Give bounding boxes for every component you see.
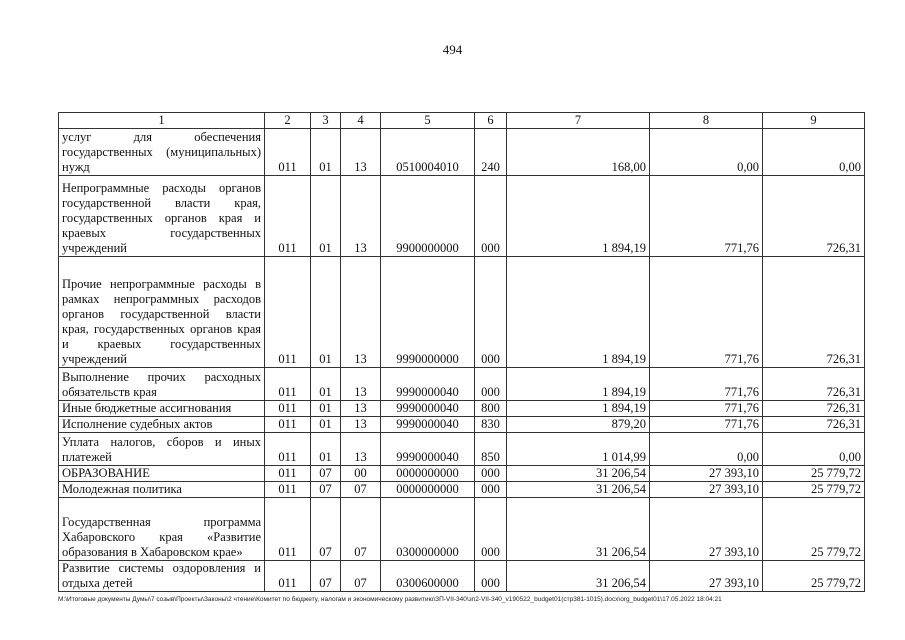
cell-amount-col8: 771,76 — [650, 368, 763, 401]
table-row — [59, 498, 865, 561]
cell-section: 01 — [311, 129, 341, 176]
column-header: 4 — [341, 113, 381, 129]
cell-amount-col7: 31 206,54 — [507, 482, 650, 498]
cell-amount-col8: 0,00 — [650, 129, 763, 176]
cell-amount-col8: 0,00 — [650, 433, 763, 466]
cell-section: 01 — [311, 257, 341, 368]
cell-amount-col7: 1 014,99 — [507, 433, 650, 466]
cell-ministry-code: 011 — [265, 368, 311, 401]
cell-subsection: 13 — [341, 417, 381, 433]
cell-section: 07 — [311, 561, 341, 592]
cell-amount-col7: 879,20 — [507, 417, 650, 433]
cell-subsection: 13 — [341, 129, 381, 176]
cell-target-article: 9990000040 — [381, 401, 475, 417]
cell-amount-col8: 27 393,10 — [650, 466, 763, 482]
cell-amount-col7: 31 206,54 — [507, 466, 650, 482]
cell-amount-col8: 27 393,10 — [650, 498, 763, 561]
cell-expense-type: 800 — [475, 401, 507, 417]
cell-amount-col9: 726,31 — [763, 368, 865, 401]
cell-amount-col7: 1 894,19 — [507, 176, 650, 257]
cell-amount-col9: 25 779,72 — [763, 561, 865, 592]
cell-target-article: 9990000040 — [381, 417, 475, 433]
cell-amount-col7: 1 894,19 — [507, 401, 650, 417]
cell-ministry-code: 011 — [265, 433, 311, 466]
cell-subsection: 13 — [341, 257, 381, 368]
row-name: ОБРАЗОВАНИЕ — [59, 466, 265, 482]
table-row — [59, 561, 865, 592]
table-row — [59, 368, 865, 401]
row-name: Исполнение судебных актов — [59, 417, 265, 433]
cell-amount-col9: 726,31 — [763, 417, 865, 433]
cell-ministry-code: 011 — [265, 498, 311, 561]
table-row — [59, 417, 865, 433]
cell-amount-col9: 726,31 — [763, 176, 865, 257]
cell-section: 01 — [311, 176, 341, 257]
cell-section: 01 — [311, 417, 341, 433]
cell-expense-type: 000 — [475, 498, 507, 561]
cell-amount-col7: 1 894,19 — [507, 368, 650, 401]
cell-ministry-code: 011 — [265, 561, 311, 592]
cell-amount-col9: 0,00 — [763, 433, 865, 466]
cell-subsection: 07 — [341, 561, 381, 592]
column-header: 5 — [381, 113, 475, 129]
cell-subsection: 13 — [341, 401, 381, 417]
cell-amount-col9: 25 779,72 — [763, 498, 865, 561]
cell-subsection: 07 — [341, 482, 381, 498]
cell-subsection: 00 — [341, 466, 381, 482]
column-header: 3 — [311, 113, 341, 129]
table-row — [59, 482, 865, 498]
cell-amount-col9: 25 779,72 — [763, 466, 865, 482]
cell-ministry-code: 011 — [265, 482, 311, 498]
page-number: 494 — [442, 42, 463, 57]
table-row — [59, 176, 865, 257]
table-header-row — [59, 113, 865, 129]
cell-amount-col8: 771,76 — [650, 401, 763, 417]
column-header: 1 — [59, 113, 265, 129]
cell-ministry-code: 011 — [265, 401, 311, 417]
row-name: Прочие непрограммные расходы в рамках непрограммных расходов органов государственной власти края, государственных органов края и краевых государственных учреждений — [59, 257, 265, 368]
cell-target-article: 9990000040 — [381, 368, 475, 401]
cell-section: 07 — [311, 482, 341, 498]
cell-ministry-code: 011 — [265, 257, 311, 368]
cell-subsection: 13 — [341, 368, 381, 401]
column-header: 7 — [507, 113, 650, 129]
row-name: Уплата налогов, сборов и иных платежей — [59, 433, 265, 466]
cell-section: 01 — [311, 433, 341, 466]
table-row — [59, 433, 865, 466]
cell-expense-type: 830 — [475, 417, 507, 433]
cell-target-article: 0000000000 — [381, 482, 475, 498]
cell-amount-col7: 31 206,54 — [507, 561, 650, 592]
cell-target-article: 9990000000 — [381, 257, 475, 368]
cell-amount-col7: 1 894,19 — [507, 257, 650, 368]
cell-ministry-code: 011 — [265, 129, 311, 176]
row-name: услуг для обеспечения государственных (муниципальных) нужд — [59, 129, 265, 176]
table-row — [59, 401, 865, 417]
cell-expense-type: 000 — [475, 368, 507, 401]
column-header: 2 — [265, 113, 311, 129]
cell-ministry-code: 011 — [265, 176, 311, 257]
table-row — [59, 129, 865, 176]
table-row — [59, 257, 865, 368]
document-file-path: M:\Итоговые документы Думы\7 созыв\Проекты\Законы\2 чтение\Комитет по бюджету, налогам и экономическому развитию\ЗП-VII-340\зп2-VII-340_v190522_budget01(стр381-1015).docx\org_budget01\17.05.2022 18:04:21 — [58, 596, 722, 603]
cell-expense-type: 000 — [475, 466, 507, 482]
cell-amount-col8: 771,76 — [650, 176, 763, 257]
cell-subsection: 13 — [341, 176, 381, 257]
budget-table — [58, 112, 865, 592]
cell-section: 07 — [311, 498, 341, 561]
cell-expense-type: 000 — [475, 482, 507, 498]
cell-expense-type: 000 — [475, 176, 507, 257]
cell-expense-type: 850 — [475, 433, 507, 466]
cell-amount-col9: 726,31 — [763, 401, 865, 417]
cell-section: 01 — [311, 401, 341, 417]
cell-amount-col7: 31 206,54 — [507, 498, 650, 561]
row-name: Государственная программа Хабаровского края «Развитие образования в Хабаровском крае» — [59, 498, 265, 561]
cell-target-article: 0000000000 — [381, 466, 475, 482]
cell-ministry-code: 011 — [265, 417, 311, 433]
cell-amount-col8: 27 393,10 — [650, 561, 763, 592]
cell-amount-col9: 726,31 — [763, 257, 865, 368]
cell-amount-col8: 771,76 — [650, 417, 763, 433]
cell-target-article: 9990000040 — [381, 433, 475, 466]
row-name: Иные бюджетные ассигнования — [59, 401, 265, 417]
cell-amount-col9: 0,00 — [763, 129, 865, 176]
cell-subsection: 07 — [341, 498, 381, 561]
cell-amount-col9: 25 779,72 — [763, 482, 865, 498]
row-name: Молодежная политика — [59, 482, 265, 498]
row-name: Выполнение прочих расходных обязательств края — [59, 368, 265, 401]
column-header: 9 — [763, 113, 865, 129]
column-header: 8 — [650, 113, 763, 129]
cell-expense-type: 000 — [475, 257, 507, 368]
cell-target-article: 0300600000 — [381, 561, 475, 592]
column-header: 6 — [475, 113, 507, 129]
cell-amount-col7: 168,00 — [507, 129, 650, 176]
cell-expense-type: 240 — [475, 129, 507, 176]
cell-expense-type: 000 — [475, 561, 507, 592]
row-name: Развитие системы оздоровления и отдыха детей — [59, 561, 265, 592]
cell-section: 01 — [311, 368, 341, 401]
cell-target-article: 9900000000 — [381, 176, 475, 257]
cell-subsection: 13 — [341, 433, 381, 466]
cell-ministry-code: 011 — [265, 466, 311, 482]
cell-target-article: 0300000000 — [381, 498, 475, 561]
table-row — [59, 466, 865, 482]
cell-section: 07 — [311, 466, 341, 482]
row-name: Непрограммные расходы органов государственной власти края, государственных органов края и краевых государственных учреждений — [59, 176, 265, 257]
cell-amount-col8: 27 393,10 — [650, 482, 763, 498]
cell-target-article: 0510004010 — [381, 129, 475, 176]
cell-amount-col8: 771,76 — [650, 257, 763, 368]
